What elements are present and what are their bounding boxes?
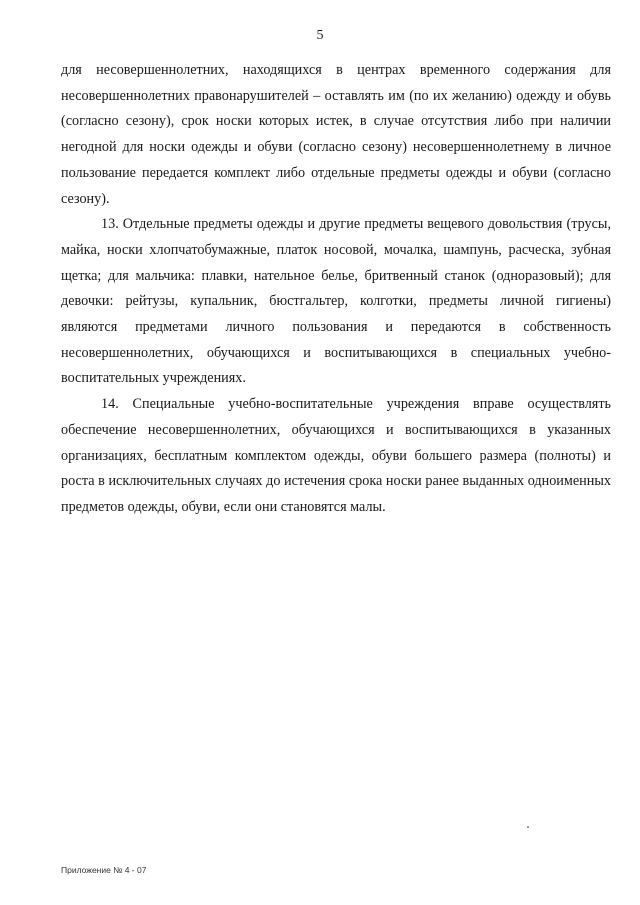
scan-speck xyxy=(527,826,529,828)
paragraph-item-13: 13. Отдельные предметы одежды и другие предметы вещевого довольствия (трусы, майка, носки хлопчатобумажные, платок носовой, мочалка, шампунь, расческа, зубная щетка; для мальчика: плавки, нательное белье, бритвенный станок (одноразовый); для девочки: рейтузы, купальник, бюстгальтер, колготки, предметы личной гигиены) являются предметами личного пользования и передаются в собственность несовершеннолетних, обучающихся и воспитывающихся в специальных учебно-воспитательных учреждениях. xyxy=(61,216,611,387)
document-body xyxy=(61,58,611,521)
page-number: 5 xyxy=(316,28,324,43)
paragraph-continuation: для несовершеннолетних, находящихся в центрах временного содержания для несовершеннолетних правонарушителей – оставлять им (по их желанию) одежду и обувь (согласно сезону), срок носки которых истек, в случае отсутствия либо при наличии негодной для носки одежды и обуви (согласно сезону) несовершеннолетнему в личное пользование передается комплект либо отдельные предметы одежды и обуви (согласно сезону). xyxy=(61,62,611,207)
footer-note: Приложение № 4 - 07 xyxy=(61,865,147,875)
paragraph-item-14: 14. Специальные учебно-воспитательные учреждения вправе осуществлять обеспечение несовершеннолетних, обучающихся и воспитывающихся в указанных организациях, бесплатным комплектом одежды, обуви большего размера (полноты) и роста в исключительных случаях до истечения срока носки ранее выданных одноименных предметов одежды, обуви, если они становятся малы. xyxy=(61,396,611,515)
